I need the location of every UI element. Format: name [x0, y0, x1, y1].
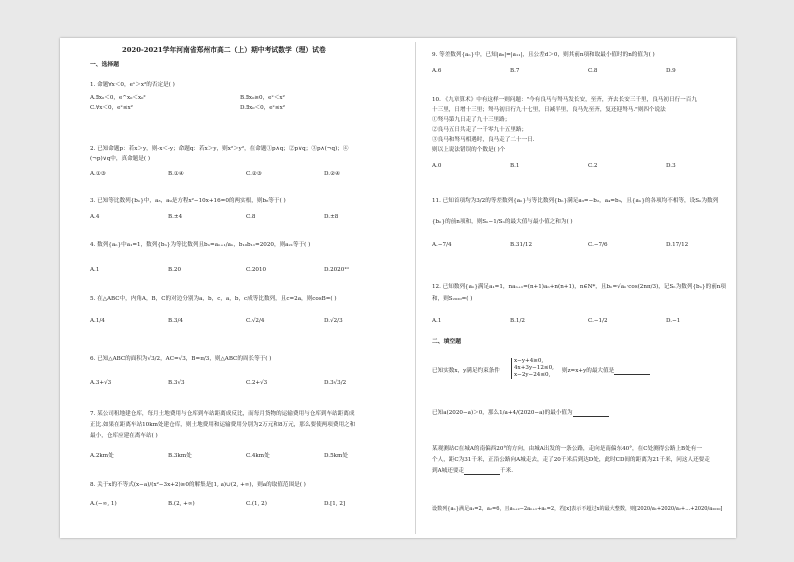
question-10-line4: ②良马五日共走了一千零九十五里路； — [432, 127, 528, 133]
q10-options — [432, 163, 744, 169]
exam-page — [60, 38, 736, 538]
q9-option-c: C.8 — [588, 68, 598, 74]
q4-option-c: C.2010 — [246, 267, 267, 273]
question-2-line1: 2. 已知命题p：若x＞y，则-x＜-y；命题q：若x＞y，则x²＞y²，在命题①p∧q；②p∨q；③p∧(¬q)；④ — [90, 146, 349, 152]
fill-3-text: 到A城还要走 — [432, 468, 465, 474]
fill-1-constraint-2: 4x+3y−12≤0, — [511, 365, 554, 372]
fill-1-suffix — [562, 368, 650, 375]
q8-option-c: C.(1, 2) — [246, 501, 267, 507]
q2-option-d: D.②④ — [324, 171, 341, 177]
question-7-line3: 最小，仓库应建在离车站( ) — [90, 433, 158, 439]
q7-option-b: B.3km处 — [168, 453, 192, 459]
q6-option-a: A.3+√3 — [90, 380, 112, 386]
question-7-line2: 正比.如果在距离车站10km处建仓库，则土地费用和运输费用分别为2万元和8万元，那么要使两项费用之和 — [90, 422, 356, 428]
q8-option-d: D.[1, 2] — [324, 501, 346, 507]
q4-option-b: B.20 — [168, 267, 182, 273]
q11-option-a: A.−7/4 — [432, 242, 452, 248]
q10-option-b: B.1 — [510, 163, 520, 169]
q5-option-a: A.1/4 — [90, 318, 105, 324]
q1-option-a: A.∃x₀＜0，e^x₀＜x₀² — [90, 95, 146, 101]
fill-1-blank — [614, 369, 650, 375]
q3-options — [90, 214, 402, 220]
q12-option-a: A.1 — [432, 318, 442, 324]
q8-option-a: A.(−∞, 1) — [90, 501, 117, 507]
fill-2 — [432, 410, 609, 417]
q4-option-d: D.2020¹⁰ — [324, 267, 349, 273]
fill-3-line3 — [432, 468, 513, 475]
q6-option-b: B.3√3 — [168, 380, 185, 386]
q9-option-b: B.7 — [510, 68, 520, 74]
fill-3-line2: 个人，距C为31千米，正沿公路向A城走去，走了20千米后到达D处，此时CD间的距离为21千米，问这人还要走 — [432, 457, 710, 463]
q6-option-d: D.3√3/2 — [324, 380, 347, 386]
q6-options — [90, 380, 402, 386]
q1-option-b: B.∃x₀≥0，eˣ＜x² — [240, 95, 285, 101]
question-8: 8. 关于x的不等式(x−a)/(x²−3x+2)≥0的解集是[1, a)∪(2, +∞)，则a的取值范围是( ) — [90, 482, 306, 488]
q10-option-d: D.3 — [666, 163, 676, 169]
fill-3-unit: 千米. — [500, 468, 513, 474]
question-3: 3. 已知等比数列{bₙ}中，a₃，a₉是方程x²−10x+16=0的两实根，则b₆等于( ) — [90, 198, 286, 204]
q9-option-d: D.9 — [666, 68, 676, 74]
question-12-line2: 和，则S₂₀₂₀=( ) — [432, 296, 473, 302]
fill-2-text: 已知a(2020−a)＞0，那么1/a+4/(2020−a)的最小值为 — [432, 410, 573, 416]
q11-options — [432, 242, 744, 248]
question-1: 1. 命题∀x＜0，eˣ＞x²的否定是( ) — [90, 82, 175, 88]
q11-option-c: C.−7/6 — [588, 242, 608, 248]
q7-options — [90, 451, 402, 459]
q8-options — [90, 501, 402, 507]
q1-option-c: C.∀x＜0，eˣ≤x² — [90, 105, 133, 111]
q7-option-a: A.2km处 — [90, 453, 114, 459]
page-title: 2020-2021学年河南省郑州市高二（上）期中考试数学（理）试卷 — [122, 46, 326, 54]
q10-option-c: C.2 — [588, 163, 598, 169]
fill-3-line1: 某观测站C在城A的南偏西20°的方向，由城A出发的一条公路，走向是南偏东40°，在C处测得公路上B处有一 — [432, 446, 702, 452]
q5-option-d: D.√2/3 — [324, 318, 343, 324]
q2-option-b: B.①④ — [168, 171, 184, 177]
fill-1-constraint-1: x−y+4≥0, — [511, 358, 543, 365]
question-10-line2: 十三里，日增十三里；驽马初日行九十七里，日减半里，良马先至齐，复还迎驽马."则四个说法 — [432, 107, 666, 113]
q3-option-d: D.±8 — [324, 214, 339, 220]
q2-option-a: A.①③ — [90, 171, 106, 177]
q2-option-c: C.②③ — [246, 171, 262, 177]
fill-4: 设数列{aₙ}满足a₁=2，a₂=6，且aₙ₊₂−2aₙ₊₁+aₙ=2，若[x]表示不超过x的最大整数，则[2020/a₁+2020/a₂+…+2020/a₂₀₂₀] — [432, 506, 723, 512]
q4-option-a: A.1 — [90, 267, 100, 273]
q3-option-a: A.4 — [90, 214, 100, 220]
question-10-line3: ①驽马第九日走了九十三里路； — [432, 117, 511, 123]
q12-option-d: D.−1 — [666, 318, 681, 324]
q6-option-c: C.2+√3 — [246, 380, 268, 386]
question-10-line5: ③良马和驽马相遇时，良马走了二十一日. — [432, 137, 535, 143]
q10-option-a: A.0 — [432, 163, 442, 169]
q7-option-c: C.4km处 — [246, 453, 270, 459]
question-12-line1: 12. 已知数列{aₙ}满足a₁=1，naₙ₊₁=(n+1)aₙ+n(n+1)，n∈N*，且bₙ=√aₙ·cos(2nπ/3)，记Sₙ为数列{bₙ}的前n项 — [432, 284, 726, 290]
q9-options — [432, 68, 744, 74]
fill-2-blank — [573, 411, 609, 417]
q12-option-b: B.1/2 — [510, 318, 525, 324]
question-5: 5. 在△ABC中，内角A，B，C的对边分别为a，b，c，a，b，c成等比数列，且c=2a，则cosB=( ) — [90, 296, 337, 302]
q5-option-b: B.3/4 — [168, 318, 183, 324]
fill-1-constraint-3: x−2y−24≤0, — [511, 372, 550, 379]
question-2-line2: (¬p)∨q中，真命题是( ) — [90, 156, 151, 162]
q11-option-b: B.31/12 — [510, 242, 533, 248]
question-11-line2: {bₙ}的前n项和，则Sₙ−1/Sₙ的最大值与最小值之和为( ) — [432, 219, 573, 225]
q5-option-c: C.√2/4 — [246, 318, 265, 324]
q5-options — [90, 318, 402, 324]
q2-options — [90, 171, 402, 177]
q1-option-d: D.∃x₀＜0，eˣ≤x² — [240, 105, 286, 111]
q12-options — [432, 318, 744, 324]
fill-1-prefix: 已知实数x，y满足约束条件 — [432, 368, 500, 374]
question-7-line1: 7. 某公司租地建仓库，每月土地费用与仓库到车站距离成反比，而每月货物的运输费用与仓库到车站距离成 — [90, 411, 355, 417]
section-fill-heading: 二、填空题 — [432, 339, 461, 345]
q8-option-b: B.(2, +∞) — [168, 501, 195, 507]
q11-option-d: D.17/12 — [666, 242, 689, 248]
q4-options — [90, 267, 402, 273]
section-choice-heading: 一、选择题 — [90, 62, 119, 68]
q9-option-a: A.6 — [432, 68, 442, 74]
fill-1-suffix-text: 则z=x+y的最大值是 — [562, 368, 615, 374]
question-9: 9. 等差数列{aₙ}中，已知|a₆|=|a₁₁|，且公差d＞0，则其前n项和取最小值时的n的值为( ) — [432, 52, 655, 58]
q7-option-d: D.5km处 — [324, 453, 348, 459]
fill-3-blank — [464, 469, 500, 475]
question-10-line6: 则以上说法错误的个数是( )个 — [432, 147, 506, 153]
column-divider — [415, 42, 416, 534]
q3-option-c: C.8 — [246, 214, 256, 220]
question-11-line1: 11. 已知首项均为3/2的等差数列{aₙ}与等比数列{bₙ}满足a₃=−b₂，a₄=b₃，且{aₙ}的各项均不相等，设Sₙ为数列 — [432, 198, 719, 204]
question-6: 6. 已知△ABC的面积为√3/2，AC=√3，B=π/3，则△ABC的周长等于( ) — [90, 356, 272, 362]
question-4: 4. 数列{aₙ}中a₁=1，数列{bₙ}为等比数列且bₙ=aₙ₊₁/aₙ，b₁₀b₁₁=2020，则a₂₁等于( ) — [90, 242, 311, 248]
q3-option-b: B.±4 — [168, 214, 183, 220]
question-10-line1: 10. 《九章算术》中有这样一则问题："今有良马与驽马发长安，至齐，齐去长安三千里，良马初日行一百九 — [432, 97, 697, 103]
q12-option-c: C.−1/2 — [588, 318, 608, 324]
